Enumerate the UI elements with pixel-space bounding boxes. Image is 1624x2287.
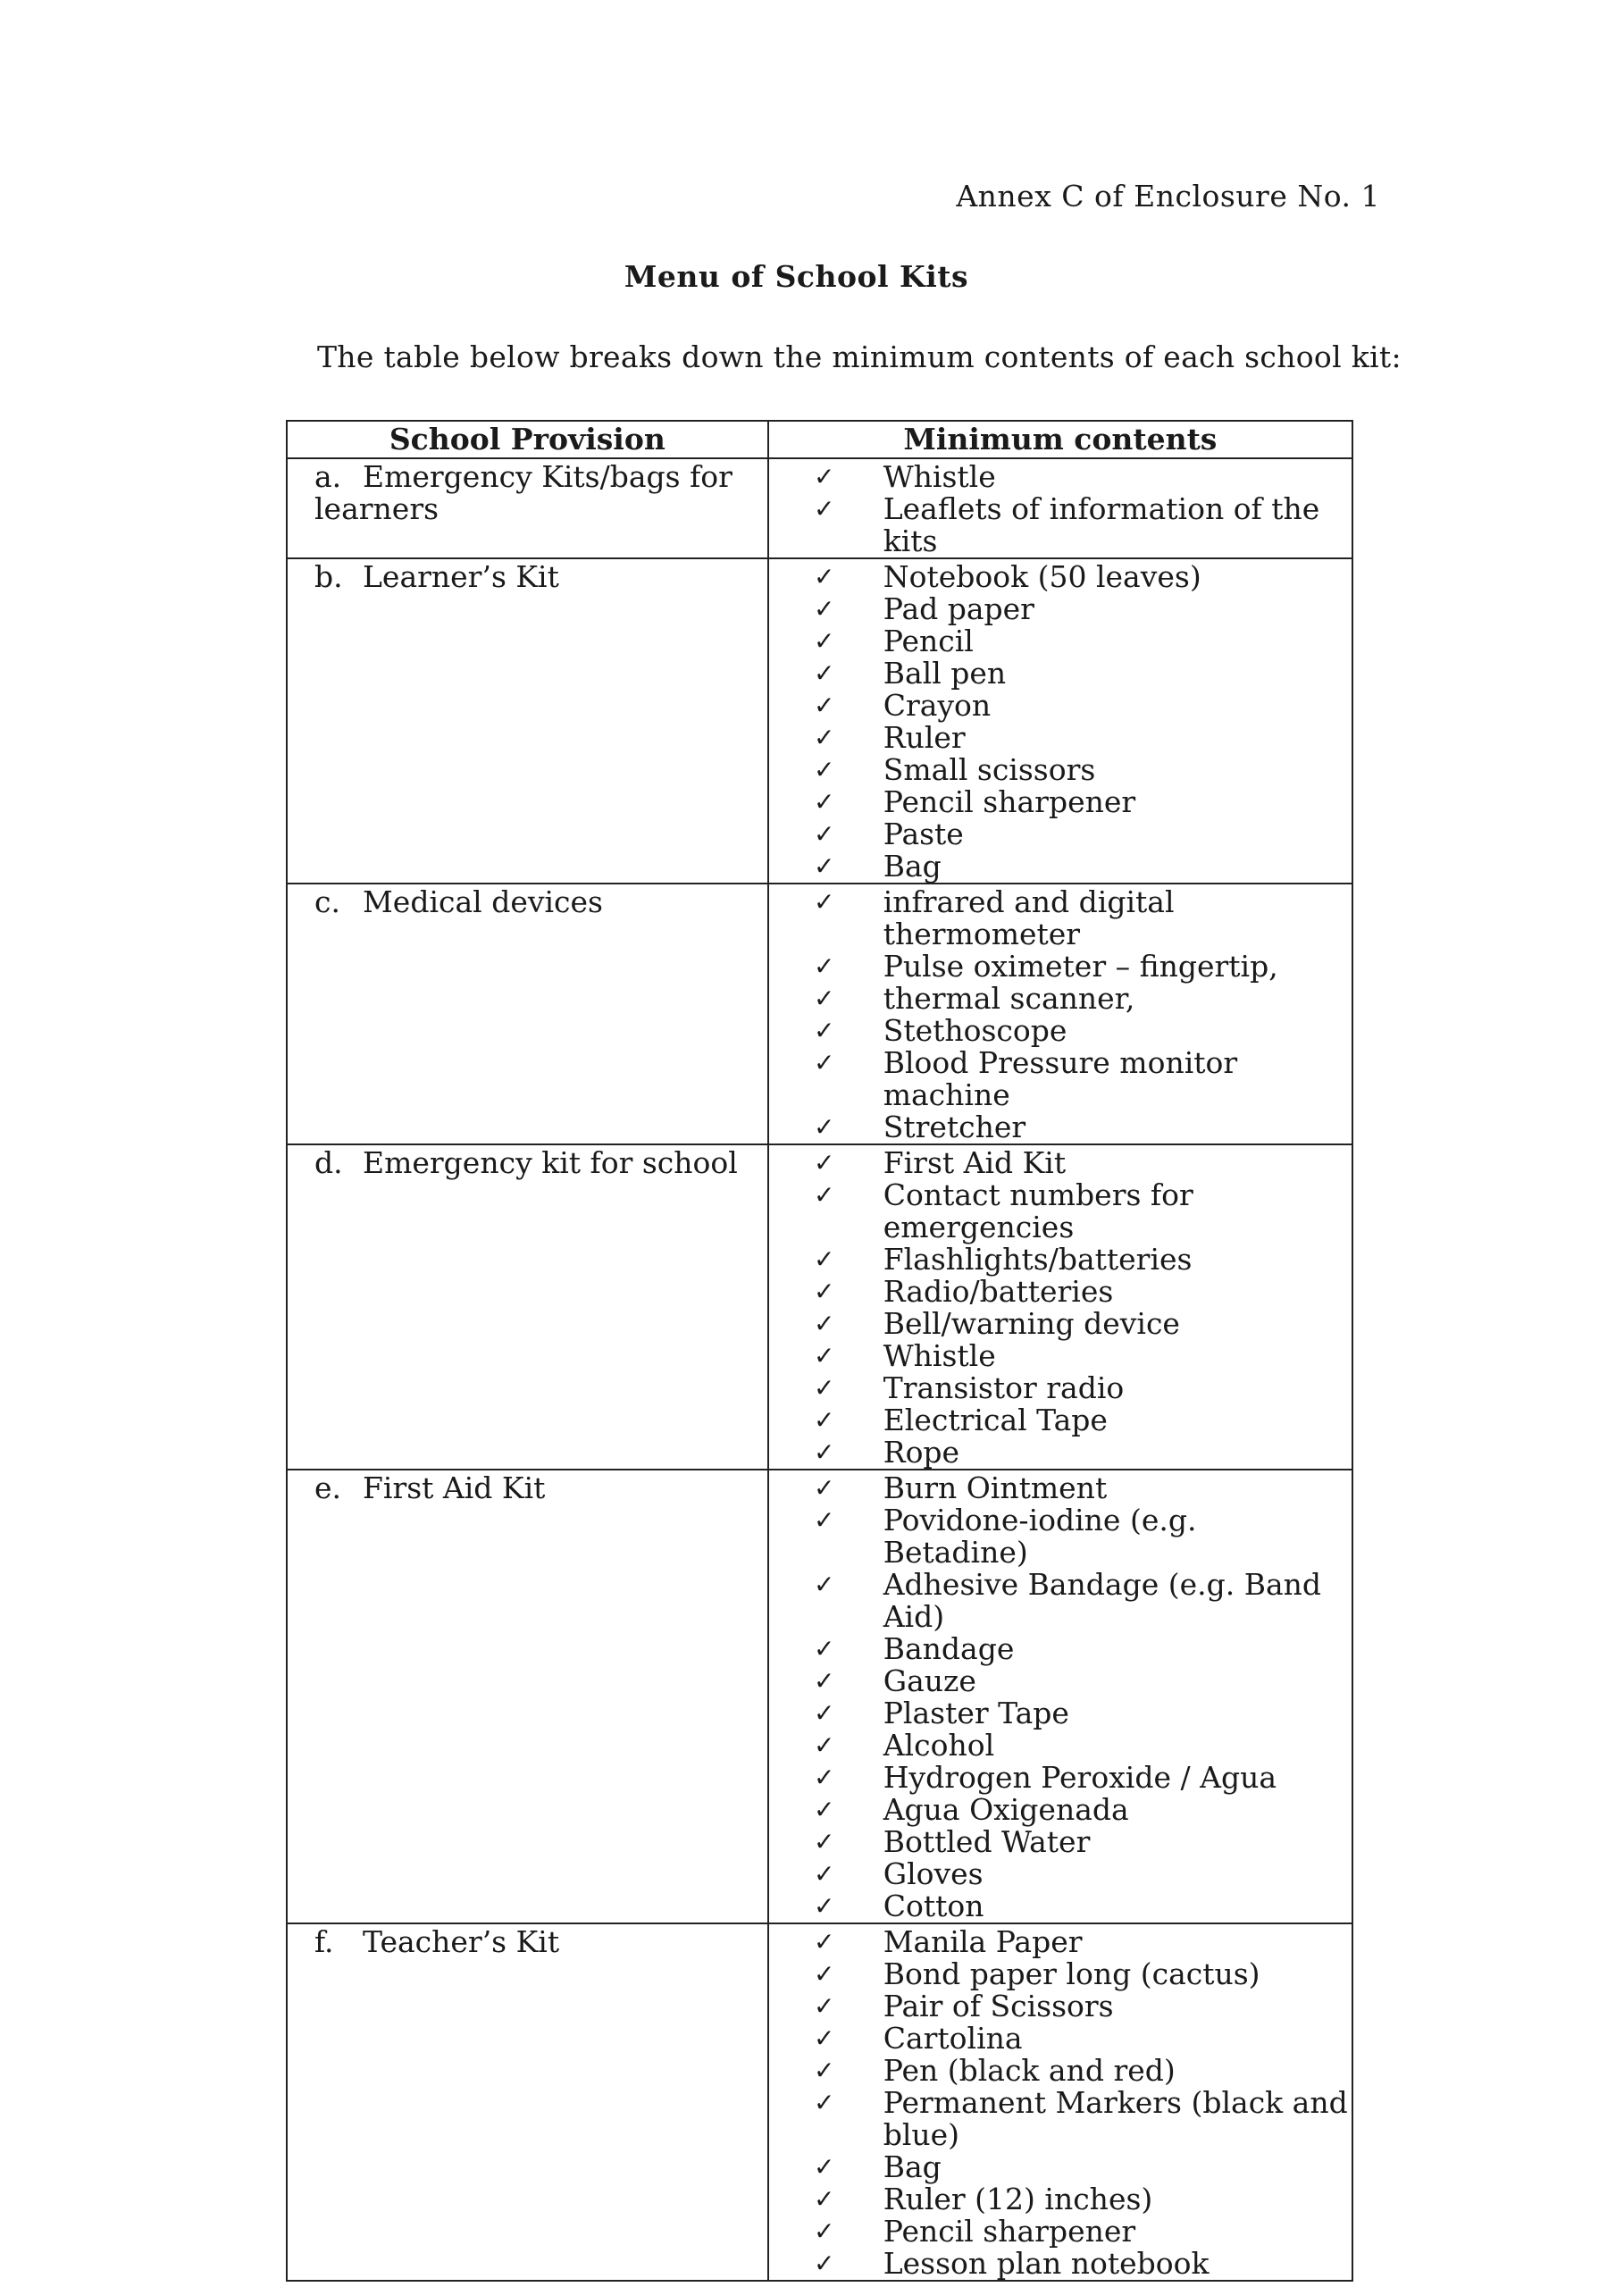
item-text: Radio/batteries — [883, 1274, 1114, 1309]
checkmark-icon: ✓ — [813, 1795, 835, 1824]
checkmark-icon: ✓ — [813, 626, 835, 656]
contents-list — [769, 1147, 1352, 1469]
checkmark-icon: ✓ — [813, 1373, 835, 1403]
list-item — [769, 1762, 1352, 1794]
table-row — [287, 1144, 1352, 1470]
contents-list — [769, 461, 1352, 557]
checkmark-icon: ✓ — [813, 1505, 835, 1535]
item-text: Notebook (50 leaves) — [883, 559, 1201, 594]
item-text: Plaster Tape — [883, 1696, 1069, 1730]
checkmark-icon: ✓ — [813, 658, 835, 688]
item-text: Ball pen — [883, 656, 1007, 691]
checkmark-icon: ✓ — [813, 1634, 835, 1663]
provision-letter: d. — [314, 1145, 343, 1180]
list-item — [769, 1569, 1352, 1633]
item-text: Whistle — [883, 1338, 996, 1373]
checkmark-icon: ✓ — [813, 1309, 835, 1338]
checkmark-icon: ✓ — [813, 755, 835, 784]
document-title: Menu of School Kits — [624, 259, 969, 294]
item-text: Stethoscope — [883, 1013, 1067, 1048]
list-item — [769, 1926, 1352, 1958]
checkmark-icon: ✓ — [813, 951, 835, 981]
provision-cell — [287, 1144, 768, 1470]
item-text: Adhesive Bandage (e.g. Band Aid) — [883, 1567, 1322, 1634]
list-item — [769, 1276, 1352, 1308]
provision-name: Teacher’s Kit — [363, 1924, 560, 1959]
list-item — [769, 886, 1352, 951]
list-item — [769, 1826, 1352, 1858]
list-item — [769, 2055, 1352, 2087]
checkmark-icon: ✓ — [813, 819, 835, 849]
item-text: Cotton — [883, 1889, 984, 1923]
item-text: Bag — [883, 849, 942, 884]
checkmark-icon: ✓ — [813, 1473, 835, 1503]
list-item — [769, 690, 1352, 722]
table-row — [287, 884, 1352, 1144]
school-kits-table — [286, 420, 1353, 2282]
list-item — [769, 1111, 1352, 1144]
list-item — [769, 1404, 1352, 1437]
checkmark-icon: ✓ — [813, 851, 835, 881]
item-text: Contact numbers for emergencies — [883, 1177, 1193, 1244]
item-text: Povidone-iodine (e.g. Betadine) — [883, 1503, 1197, 1570]
checkmark-icon: ✓ — [813, 1570, 835, 1599]
checkmark-icon: ✓ — [813, 1859, 835, 1889]
item-text: Gauze — [883, 1663, 976, 1698]
contents-list — [769, 886, 1352, 1144]
table-row — [287, 558, 1352, 884]
item-text: Flashlights/batteries — [883, 1242, 1193, 1277]
list-item — [769, 1794, 1352, 1826]
checkmark-icon: ✓ — [813, 2249, 835, 2278]
item-text: Crayon — [883, 688, 992, 723]
provision-name: First Aid Kit — [363, 1470, 546, 1505]
provision-letter: c. — [314, 884, 340, 919]
list-item — [769, 1665, 1352, 1697]
item-text: Blood Pressure monitor machine — [883, 1045, 1238, 1112]
checkmark-icon: ✓ — [813, 1698, 835, 1728]
list-item — [769, 1890, 1352, 1923]
list-item — [769, 1504, 1352, 1569]
checkmark-icon: ✓ — [813, 2216, 835, 2246]
checkmark-icon: ✓ — [813, 1244, 835, 1274]
list-item — [769, 2216, 1352, 2248]
checkmark-icon: ✓ — [813, 691, 835, 720]
item-text: Bag — [883, 2149, 942, 2184]
checkmark-icon: ✓ — [813, 1341, 835, 1370]
list-item — [769, 493, 1352, 557]
provision-letter: a. — [314, 459, 342, 494]
item-text: Pencil — [883, 624, 974, 658]
list-item — [769, 1730, 1352, 1762]
item-text: Paste — [883, 817, 964, 851]
checkmark-icon: ✓ — [813, 2088, 835, 2117]
item-text: Manila Paper — [883, 1924, 1083, 1959]
list-item — [769, 2248, 1352, 2280]
header-minimum-contents: Minimum contents — [768, 421, 1352, 458]
provision-name: Emergency Kits/bags for learners — [314, 459, 732, 526]
checkmark-icon: ✓ — [813, 984, 835, 1013]
list-item — [769, 1472, 1352, 1504]
list-item — [769, 2151, 1352, 2183]
list-item — [769, 1015, 1352, 1047]
checkmark-icon: ✓ — [813, 723, 835, 752]
header-school-provision: School Provision — [287, 421, 768, 458]
list-item — [769, 786, 1352, 818]
provision-letter: b. — [314, 559, 343, 594]
checkmark-icon: ✓ — [813, 1277, 835, 1306]
item-text: Alcohol — [883, 1728, 995, 1763]
checkmark-icon: ✓ — [813, 462, 835, 491]
item-text: Hydrogen Peroxide / Agua — [883, 1760, 1277, 1795]
item-text: Rope — [883, 1435, 960, 1470]
contents-list — [769, 1926, 1352, 2280]
checkmark-icon: ✓ — [813, 1048, 835, 1077]
contents-list — [769, 561, 1352, 883]
list-item — [769, 1179, 1352, 1244]
list-item — [769, 2087, 1352, 2151]
item-text: Bond paper long (cactus) — [883, 1956, 1260, 1991]
list-item — [769, 2183, 1352, 2216]
list-item — [769, 818, 1352, 850]
list-item — [769, 1697, 1352, 1730]
contents-cell — [768, 1470, 1352, 1923]
item-text: Ruler — [883, 720, 966, 755]
item-text: Leaflets of information of the kits — [883, 491, 1320, 558]
list-item — [769, 1244, 1352, 1276]
list-item — [769, 1047, 1352, 1111]
provision-cell — [287, 1923, 768, 2281]
checkmark-icon: ✓ — [813, 2152, 835, 2182]
checkmark-icon: ✓ — [813, 2056, 835, 2085]
item-text: Pad paper — [883, 591, 1034, 626]
checkmark-icon: ✓ — [813, 2023, 835, 2053]
checkmark-icon: ✓ — [813, 1180, 835, 1210]
list-item — [769, 1990, 1352, 2023]
item-text: First Aid Kit — [883, 1145, 1067, 1180]
checkmark-icon: ✓ — [813, 1405, 835, 1435]
list-item — [769, 850, 1352, 883]
list-item — [769, 1958, 1352, 1990]
item-text: Whistle — [883, 459, 996, 494]
list-item — [769, 1308, 1352, 1340]
list-item — [769, 658, 1352, 690]
annex-label: Annex C of Enclosure No. 1 — [956, 179, 1380, 214]
item-text: Small scissors — [883, 752, 1096, 787]
item-text: Pair of Scissors — [883, 1989, 1114, 2023]
contents-cell — [768, 1923, 1352, 2281]
checkmark-icon: ✓ — [813, 1437, 835, 1467]
checkmark-icon: ✓ — [813, 887, 835, 917]
contents-cell — [768, 884, 1352, 1144]
contents-list — [769, 1472, 1352, 1923]
contents-cell — [768, 558, 1352, 884]
intro-paragraph: The table below breaks down the minimum contents of each school kit: — [317, 339, 1402, 374]
list-item — [769, 593, 1352, 625]
list-item — [769, 951, 1352, 983]
item-text: Bottled Water — [883, 1824, 1091, 1859]
provision-cell — [287, 1470, 768, 1923]
item-text: Burn Ointment — [883, 1470, 1108, 1505]
checkmark-icon: ✓ — [813, 1891, 835, 1921]
table-body — [287, 458, 1352, 2281]
table-row — [287, 1470, 1352, 1923]
item-text: Permanent Markers (black and blue) — [883, 2085, 1348, 2152]
provision-letter: f. — [314, 1924, 334, 1959]
contents-cell — [768, 458, 1352, 558]
item-text: Bandage — [883, 1631, 1015, 1666]
provision-name: Medical devices — [363, 884, 603, 919]
checkmark-icon: ✓ — [813, 1666, 835, 1696]
list-item — [769, 722, 1352, 754]
list-item — [769, 561, 1352, 593]
checkmark-icon: ✓ — [813, 1016, 835, 1045]
list-item — [769, 754, 1352, 786]
item-text: Cartolina — [883, 2021, 1023, 2056]
item-text: Ruler (12) inches) — [883, 2182, 1153, 2216]
checkmark-icon: ✓ — [813, 494, 835, 524]
item-text: Lesson plan notebook — [883, 2246, 1210, 2281]
list-item — [769, 1372, 1352, 1404]
item-text: Bell/warning device — [883, 1306, 1180, 1341]
checkmark-icon: ✓ — [813, 594, 835, 624]
item-text: Gloves — [883, 1856, 984, 1891]
list-item — [769, 1633, 1352, 1665]
list-item — [769, 461, 1352, 493]
provision-letter: e. — [314, 1470, 342, 1505]
item-text: Electrical Tape — [883, 1403, 1108, 1437]
checkmark-icon: ✓ — [813, 1991, 835, 2021]
checkmark-icon: ✓ — [813, 1148, 835, 1177]
table-row — [287, 1923, 1352, 2281]
list-item — [769, 2023, 1352, 2055]
contents-cell — [768, 1144, 1352, 1470]
checkmark-icon: ✓ — [813, 1827, 835, 1856]
list-item — [769, 625, 1352, 658]
item-text: Agua Oxigenada — [883, 1792, 1129, 1827]
provision-cell — [287, 558, 768, 884]
item-text: Stretcher — [883, 1110, 1026, 1144]
table-row — [287, 458, 1352, 558]
list-item — [769, 983, 1352, 1015]
item-text: Pencil sharpener — [883, 784, 1136, 819]
list-item — [769, 1858, 1352, 1890]
item-text: Pen (black and red) — [883, 2053, 1176, 2088]
provision-cell — [287, 884, 768, 1144]
checkmark-icon: ✓ — [813, 2184, 835, 2214]
list-item — [769, 1147, 1352, 1179]
checkmark-icon: ✓ — [813, 562, 835, 591]
provision-cell — [287, 458, 768, 558]
item-text: Pencil sharpener — [883, 2214, 1136, 2249]
item-text: Pulse oximeter – fingertip, — [883, 949, 1278, 984]
provision-name: Emergency kit for school — [363, 1145, 738, 1180]
checkmark-icon: ✓ — [813, 1763, 835, 1792]
item-text: Transistor radio — [883, 1370, 1125, 1405]
checkmark-icon: ✓ — [813, 1112, 835, 1142]
provision-name: Learner’s Kit — [363, 559, 559, 594]
checkmark-icon: ✓ — [813, 1959, 835, 1989]
list-item — [769, 1437, 1352, 1469]
item-text: thermal scanner, — [883, 981, 1135, 1016]
checkmark-icon: ✓ — [813, 787, 835, 817]
checkmark-icon: ✓ — [813, 1730, 835, 1760]
checkmark-icon: ✓ — [813, 1927, 835, 1956]
item-text: infrared and digital thermometer — [883, 884, 1175, 951]
list-item — [769, 1340, 1352, 1372]
table-header-row — [287, 421, 1352, 458]
